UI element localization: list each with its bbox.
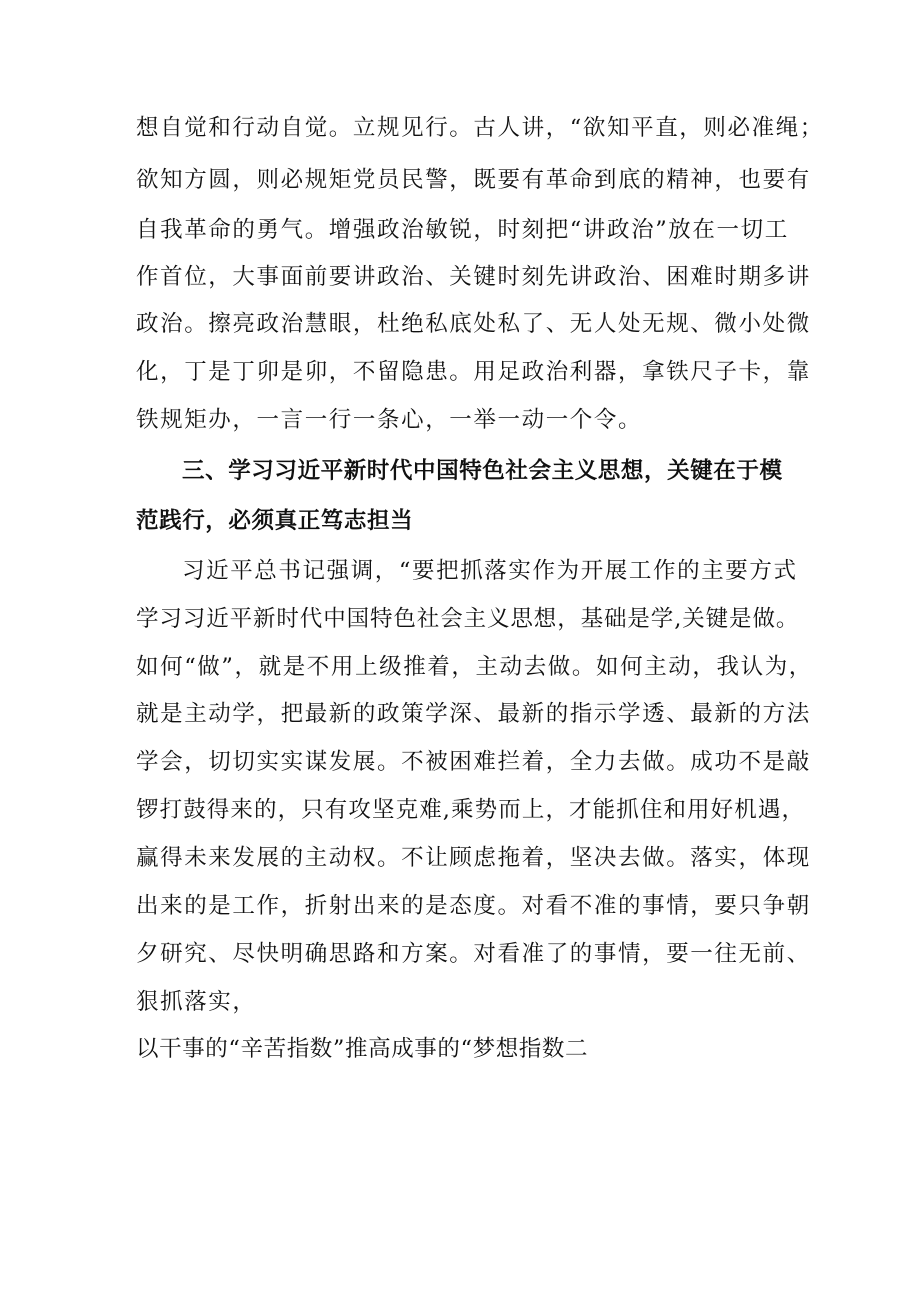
text-line: 想自觉和行动自觉。立规见行。古人讲，“欲知平直，则必准绳； bbox=[136, 115, 824, 141]
trailing-line: 以干事的“辛苦指数”推高成事的“梦想指数二 bbox=[136, 1036, 589, 1062]
text-line: 学会，切切实实谋发展。不被困难拦着，全力去做。成功不是敲 bbox=[136, 749, 811, 775]
text-line: 出来的是工作，折射出来的是态度。对看不准的事情，要只争朝 bbox=[136, 893, 811, 919]
text-line: 自我革命的勇气。增强政治敏锐，时刻把“讲政治”放在一切工 bbox=[136, 217, 789, 243]
heading-line: 范践行，必须真正笃志担当 bbox=[136, 508, 414, 534]
text-line: 赢得未来发展的主动权。不让顾虑拖着，坚决去做。落实，体现 bbox=[136, 845, 811, 871]
text-line: 政治。擦亮政治慧眼，杜绝私底处私了、无人处无规、微小处微 bbox=[136, 311, 811, 337]
text-line: 狠抓落实， bbox=[136, 989, 257, 1015]
text-line: 学习习近平新时代中国特色社会主义思想，基础是学,关键是做。 bbox=[136, 606, 800, 632]
text-line: 作首位，大事面前要讲政治、关键时刻先讲政治、困难时期多讲 bbox=[136, 264, 811, 290]
text-line: 夕研究、尽快明确思路和方案。对看准了的事情，要一往无前、 bbox=[136, 941, 811, 967]
text-line: 铁规矩办，一言一行一条心，一举一动一个令。 bbox=[136, 407, 643, 433]
text-line: 化，丁是丁卯是卯，不留隐患。用足政治利器，拿铁尺子卡，靠 bbox=[136, 359, 811, 385]
heading-line: 三、学习习近平新时代中国特色社会主义思想，关键在于模 bbox=[182, 458, 783, 484]
text-line: 欲知方圆，则必规矩党员民警，既要有革命到底的精神，也要有 bbox=[136, 167, 811, 193]
text-line: 习近平总书记强调，“要把抓落实作为开展工作的主要方式 bbox=[182, 558, 798, 584]
text-line: 锣打鼓得来的，只有攻坚克难,乘势而上，才能抓住和用好机遇， bbox=[136, 797, 806, 823]
text-line: 就是主动学，把最新的政策学深、最新的指示学透、最新的方法 bbox=[136, 701, 811, 727]
text-line: 如何“做”，就是不用上级推着，主动去做。如何主动，我认为， bbox=[136, 654, 813, 680]
